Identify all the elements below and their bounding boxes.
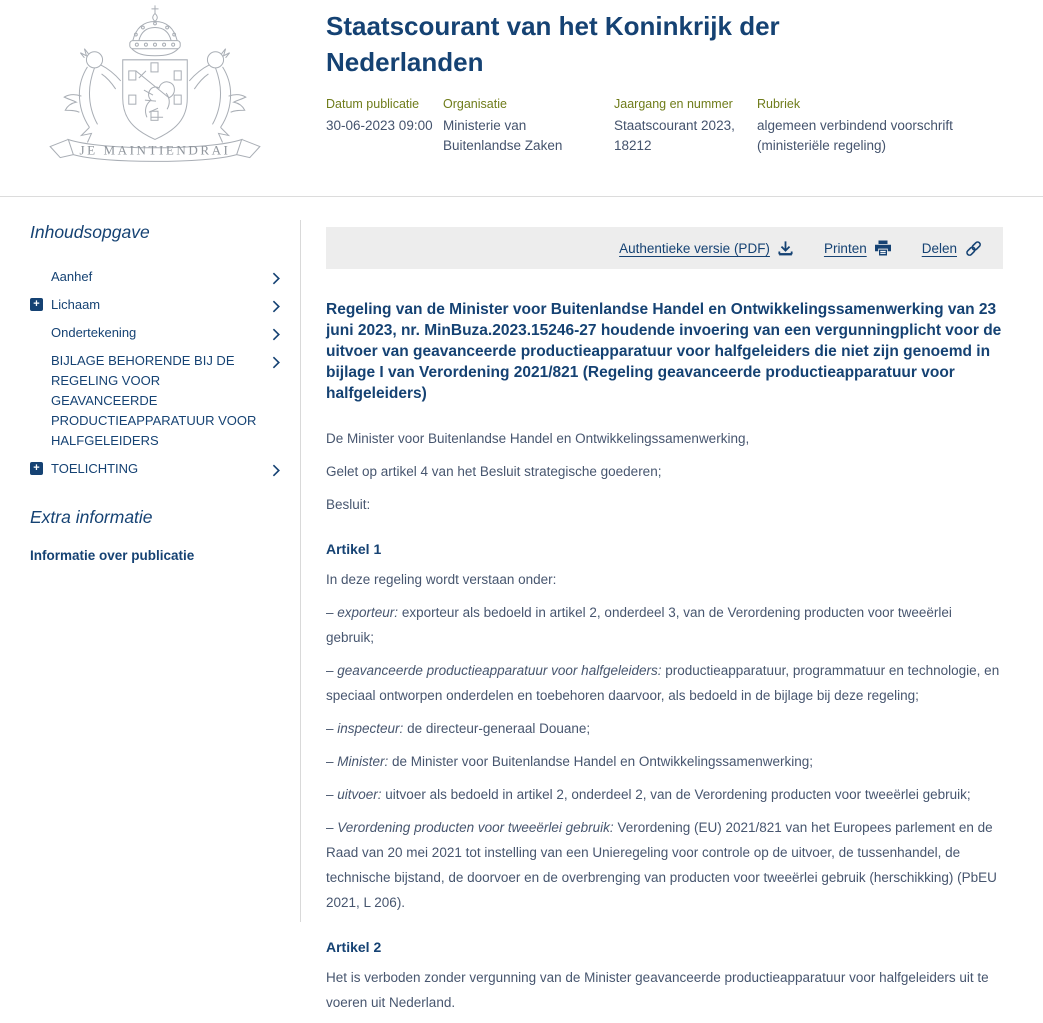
- definition-term: geavanceerde productieapparatuur voor halfgeleiders:: [337, 663, 662, 678]
- chevron-right-icon: [272, 327, 280, 340]
- sidebar-item[interactable]: [51, 351, 282, 451]
- expand-plus-icon[interactable]: +: [30, 298, 43, 311]
- meta-value: Staatscourant 2023, 18212: [614, 118, 735, 153]
- publication-meta: [326, 97, 1016, 156]
- sidebar-item-label: BIJLAGE BEHORENDE BIJ DE REGELING VOOR GEAVANCEERDE PRODUCTIEAPPARATUUR VOOR HALFGELEIDERS: [51, 353, 257, 448]
- sidebar-item-label: Lichaam: [51, 297, 101, 312]
- printer-icon: [874, 240, 892, 256]
- definition-item: – geavanceerde productieapparatuur voor halfgeleiders: productieapparatuur, programmatuur en technologie, en speciaal ontworpen onderdelen en toebehoren daarvoor, als bedoeld in de bijlage bij deze regeling;: [326, 663, 1000, 703]
- chevron-right-icon: [272, 299, 280, 312]
- definition-item: – uitvoer: uitvoer als bedoeld in artikel 2, onderdeel 2, van de Verordening producten voor tweeërlei gebruik;: [326, 787, 971, 802]
- document-title: Regeling van de Minister voor Buitenlandse Handel en Ontwikkelingssamenwerking van 23 juni 2023, nr. MinBuza.2023.15246-27 houdende invoering van een vergunningplicht voor de uitvoer van geavanceerde productieapparatuur voor halfgeleiders die niet zijn genoemd in bijlage I van Verordening 2021/821 (Regeling geavanceerde productieapparatuur voor halfgeleiders): [326, 301, 1002, 402]
- main-content: [326, 227, 1003, 1023]
- toc-heading: Inhoudsopgave: [30, 222, 150, 242]
- chevron-right-icon: [272, 271, 280, 284]
- definition-term: uitvoer:: [337, 787, 382, 802]
- toolbar-link-label: Delen: [921, 240, 957, 256]
- print-link[interactable]: [824, 240, 892, 256]
- meta-column: [614, 97, 757, 156]
- definition-term: inspecteur:: [337, 721, 404, 736]
- extra-info-heading: Extra informatie: [30, 507, 153, 527]
- meta-value: 30-06-2023 09:00: [326, 118, 433, 133]
- definition-term: Verordening producten voor tweeërlei gebruik:: [337, 820, 614, 835]
- meta-column: [443, 97, 614, 156]
- publication-info-link[interactable]: Informatie over publicatie: [30, 548, 195, 563]
- sidebar-item-label: TOELICHTING: [51, 461, 139, 476]
- masthead: [0, 0, 1043, 196]
- definition-term: Minister:: [337, 754, 389, 769]
- article-heading: Artikel 1: [326, 541, 382, 557]
- expand-plus-icon[interactable]: +: [30, 462, 43, 475]
- chevron-right-icon: [272, 463, 280, 476]
- meta-label: Rubriek: [757, 97, 801, 111]
- table-of-contents: [30, 267, 282, 479]
- download-icon: [777, 240, 794, 257]
- authentic-pdf-link[interactable]: [619, 240, 794, 257]
- preamble-paragraph: Besluit:: [326, 497, 371, 512]
- dutch-coat-of-arms-logo: [34, 2, 276, 164]
- meta-label: Jaargang en nummer: [614, 97, 733, 111]
- meta-value: Ministerie van Buitenlandse Zaken: [443, 118, 563, 153]
- preamble-paragraph: De Minister voor Buitenlandse Handel en Ontwikkelingssamenwerking,: [326, 431, 750, 446]
- toolbar-link-label: Authentieke versie (PDF): [619, 240, 770, 256]
- header-divider: [0, 196, 1043, 197]
- sidebar-item[interactable]: [51, 323, 282, 343]
- share-link[interactable]: [922, 240, 983, 257]
- meta-label: Datum publicatie: [326, 97, 420, 111]
- site-title: Staatscourant van het Koninkrijk der Nederlanden: [326, 11, 780, 77]
- sidebar-item-label: Aanhef: [51, 269, 93, 284]
- sidebar-item[interactable]: [33, 459, 282, 479]
- link-icon: [964, 240, 983, 257]
- toolbar-link-label: Printen: [823, 240, 867, 256]
- sidebar-item-label: Ondertekening: [51, 325, 137, 340]
- definition-item: – inspecteur: de directeur-generaal Douane;: [326, 721, 591, 736]
- sidebar: [30, 222, 282, 563]
- meta-column: [757, 97, 1009, 156]
- definition-item: – Verordening producten voor tweeërlei gebruik: Verordening (EU) 2021/821 van het Europees parlement en de Raad van 20 mei 2021 tot instelling van een Unieregeling voor controle op de uitvoer, de tussenhandel, de technische bijstand, de doorvoer en de overbrenging van producten voor tweeërlei gebruik (herschikking) (PbEU 2021, L 206).: [326, 820, 997, 910]
- logo-motto: JE MAINTIENDRAI: [79, 142, 231, 158]
- meta-column: [326, 97, 443, 156]
- sidebar-item[interactable]: [51, 267, 282, 287]
- document-toolbar: [326, 227, 1003, 269]
- document-preamble: [326, 426, 1003, 517]
- definition-term: exporteur:: [337, 605, 399, 620]
- preamble-paragraph: Gelet op artikel 4 van het Besluit strategische goederen;: [326, 464, 662, 479]
- article-intro: In deze regeling wordt verstaan onder:: [326, 572, 557, 587]
- article-heading: Artikel 2: [326, 939, 382, 955]
- sidebar-divider: [300, 220, 301, 922]
- meta-value: algemeen verbindend voorschrift (ministeriële regeling): [757, 118, 953, 153]
- article-paragraph: Het is verboden zonder vergunning van de Minister geavanceerde productieapparatuur voor halfgeleiders uit te voeren uit Nederland.: [326, 970, 989, 1010]
- definition-item: – exporteur: exporteur als bedoeld in artikel 2, onderdeel 3, van de Verordening producten voor tweeërlei gebruik;: [326, 605, 952, 645]
- meta-label: Organisatie: [443, 97, 507, 111]
- definition-item: – Minister: de Minister voor Buitenlandse Handel en Ontwikkelingssamenwerking;: [326, 754, 813, 769]
- document-articles: [326, 539, 1003, 1015]
- sidebar-item[interactable]: [33, 295, 282, 315]
- chevron-right-icon: [272, 355, 280, 368]
